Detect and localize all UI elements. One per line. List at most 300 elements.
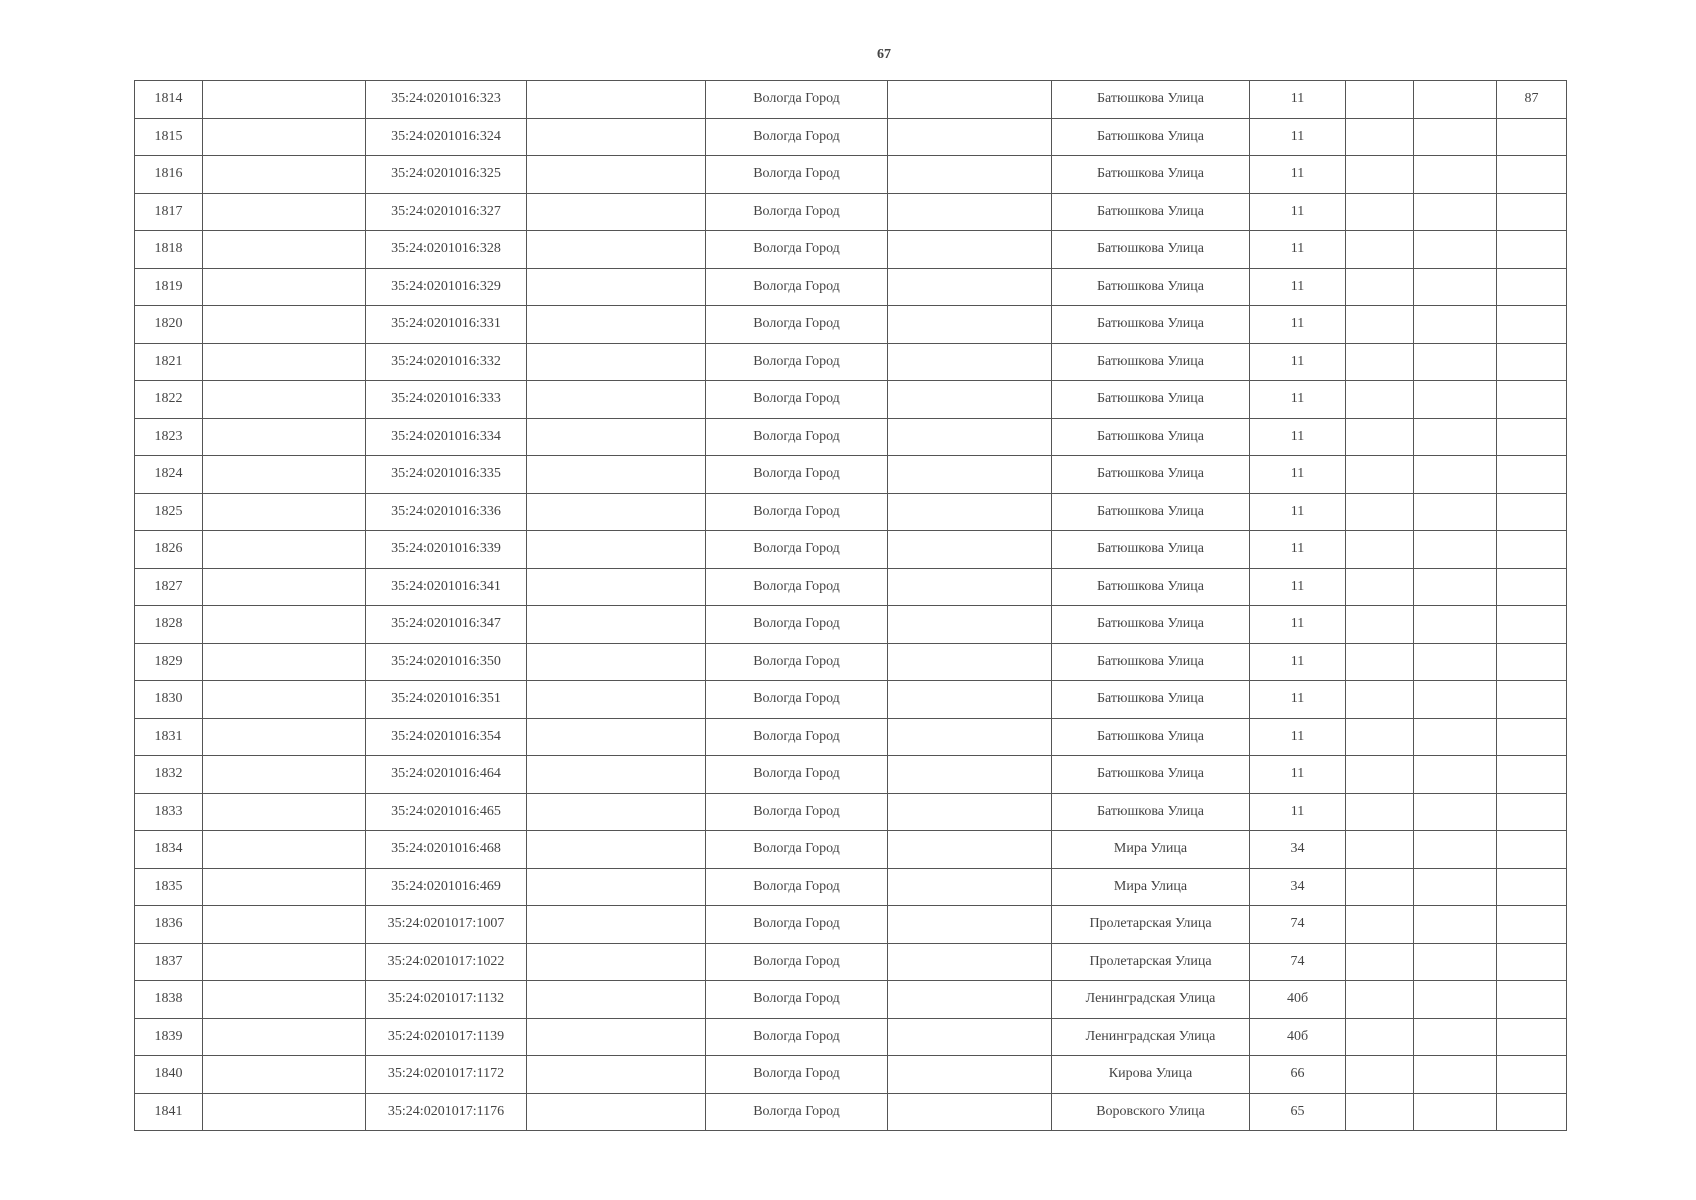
empty-cell <box>1346 756 1414 794</box>
empty-cell <box>1346 943 1414 981</box>
table-row <box>135 756 1567 794</box>
table-row <box>135 268 1567 306</box>
table-row <box>135 906 1567 944</box>
empty-cell <box>1414 268 1497 306</box>
empty-cell <box>203 531 366 569</box>
empty-cell <box>1346 606 1414 644</box>
empty-cell <box>203 381 366 419</box>
apartment-cell <box>1497 943 1567 981</box>
street-cell: Батюшкова Улица <box>1052 381 1250 419</box>
house-number-cell: 74 <box>1250 943 1346 981</box>
row-number-cell: 1823 <box>135 418 203 456</box>
empty-cell <box>1414 343 1497 381</box>
empty-cell <box>888 643 1052 681</box>
locality-cell: Вологда Город <box>706 606 888 644</box>
empty-cell <box>1346 681 1414 719</box>
apartment-cell <box>1497 1093 1567 1131</box>
street-cell: Пролетарская Улица <box>1052 906 1250 944</box>
locality-cell: Вологда Город <box>706 156 888 194</box>
empty-cell <box>1346 643 1414 681</box>
locality-cell: Вологда Город <box>706 231 888 269</box>
empty-cell <box>1346 718 1414 756</box>
empty-cell <box>888 756 1052 794</box>
cadastral-number-cell: 35:24:0201016:332 <box>366 343 527 381</box>
street-cell: Воровского Улица <box>1052 1093 1250 1131</box>
table-row <box>135 1093 1567 1131</box>
empty-cell <box>888 493 1052 531</box>
table-row <box>135 943 1567 981</box>
cadastral-number-cell: 35:24:0201016:328 <box>366 231 527 269</box>
street-cell: Батюшкова Улица <box>1052 456 1250 494</box>
row-number-cell: 1819 <box>135 268 203 306</box>
empty-cell <box>527 943 706 981</box>
empty-cell <box>203 1018 366 1056</box>
locality-cell: Вологда Город <box>706 418 888 456</box>
empty-cell <box>527 231 706 269</box>
locality-cell: Вологда Город <box>706 268 888 306</box>
empty-cell <box>527 381 706 419</box>
house-number-cell: 11 <box>1250 306 1346 344</box>
empty-cell <box>527 531 706 569</box>
row-number-cell: 1829 <box>135 643 203 681</box>
cadastral-number-cell: 35:24:0201016:350 <box>366 643 527 681</box>
house-number-cell: 11 <box>1250 81 1346 119</box>
locality-cell: Вологда Город <box>706 81 888 119</box>
empty-cell <box>1346 793 1414 831</box>
table-row <box>135 793 1567 831</box>
empty-cell <box>1414 906 1497 944</box>
empty-cell <box>203 1093 366 1131</box>
empty-cell <box>1414 793 1497 831</box>
apartment-cell <box>1497 231 1567 269</box>
empty-cell <box>527 718 706 756</box>
empty-cell <box>1414 381 1497 419</box>
table-row <box>135 831 1567 869</box>
empty-cell <box>203 231 366 269</box>
empty-cell <box>1414 981 1497 1019</box>
table-row <box>135 81 1567 119</box>
empty-cell <box>1414 231 1497 269</box>
row-number-cell: 1840 <box>135 1056 203 1094</box>
empty-cell <box>1414 418 1497 456</box>
empty-cell <box>527 568 706 606</box>
empty-cell <box>1346 531 1414 569</box>
locality-cell: Вологда Город <box>706 118 888 156</box>
street-cell: Батюшкова Улица <box>1052 418 1250 456</box>
street-cell: Батюшкова Улица <box>1052 606 1250 644</box>
empty-cell <box>1414 193 1497 231</box>
locality-cell: Вологда Город <box>706 868 888 906</box>
street-cell: Батюшкова Улица <box>1052 306 1250 344</box>
empty-cell <box>527 81 706 119</box>
cadastral-number-cell: 35:24:0201016:334 <box>366 418 527 456</box>
table-row <box>135 1056 1567 1094</box>
cadastral-number-cell: 35:24:0201016:324 <box>366 118 527 156</box>
empty-cell <box>1414 568 1497 606</box>
street-cell: Батюшкова Улица <box>1052 231 1250 269</box>
empty-cell <box>1346 306 1414 344</box>
empty-cell <box>203 418 366 456</box>
empty-cell <box>527 868 706 906</box>
cadastral-number-cell: 35:24:0201017:1007 <box>366 906 527 944</box>
apartment-cell <box>1497 306 1567 344</box>
page-number: 67 <box>877 47 891 62</box>
empty-cell <box>203 643 366 681</box>
house-number-cell: 11 <box>1250 456 1346 494</box>
house-number-cell: 65 <box>1250 1093 1346 1131</box>
empty-cell <box>1346 418 1414 456</box>
empty-cell <box>203 1056 366 1094</box>
locality-cell: Вологда Город <box>706 1018 888 1056</box>
empty-cell <box>203 981 366 1019</box>
house-number-cell: 11 <box>1250 531 1346 569</box>
house-number-cell: 11 <box>1250 156 1346 194</box>
empty-cell <box>1346 868 1414 906</box>
empty-cell <box>527 643 706 681</box>
apartment-cell <box>1497 1018 1567 1056</box>
empty-cell <box>888 343 1052 381</box>
empty-cell <box>888 456 1052 494</box>
empty-cell <box>1346 456 1414 494</box>
empty-cell <box>1414 531 1497 569</box>
empty-cell <box>888 1093 1052 1131</box>
apartment-cell <box>1497 606 1567 644</box>
empty-cell <box>888 606 1052 644</box>
empty-cell <box>1414 831 1497 869</box>
apartment-cell <box>1497 156 1567 194</box>
street-cell: Батюшкова Улица <box>1052 756 1250 794</box>
street-cell: Батюшкова Улица <box>1052 793 1250 831</box>
apartment-cell <box>1497 493 1567 531</box>
house-number-cell: 11 <box>1250 568 1346 606</box>
empty-cell <box>1346 1093 1414 1131</box>
empty-cell <box>527 906 706 944</box>
cadastral-number-cell: 35:24:0201016:351 <box>366 681 527 719</box>
locality-cell: Вологда Город <box>706 493 888 531</box>
street-cell: Батюшкова Улица <box>1052 81 1250 119</box>
table-row <box>135 343 1567 381</box>
row-number-cell: 1824 <box>135 456 203 494</box>
apartment-cell <box>1497 793 1567 831</box>
empty-cell <box>527 793 706 831</box>
house-number-cell: 40б <box>1250 981 1346 1019</box>
empty-cell <box>527 156 706 194</box>
street-cell: Батюшкова Улица <box>1052 531 1250 569</box>
locality-cell: Вологда Город <box>706 718 888 756</box>
empty-cell <box>527 1056 706 1094</box>
empty-cell <box>527 456 706 494</box>
table-row <box>135 981 1567 1019</box>
locality-cell: Вологда Город <box>706 306 888 344</box>
empty-cell <box>1414 306 1497 344</box>
row-number-cell: 1820 <box>135 306 203 344</box>
empty-cell <box>888 1018 1052 1056</box>
street-cell: Ленинградская Улица <box>1052 981 1250 1019</box>
house-number-cell: 11 <box>1250 381 1346 419</box>
row-number-cell: 1817 <box>135 193 203 231</box>
apartment-cell <box>1497 756 1567 794</box>
empty-cell <box>1414 643 1497 681</box>
locality-cell: Вологда Город <box>706 943 888 981</box>
locality-cell: Вологда Город <box>706 531 888 569</box>
empty-cell <box>888 718 1052 756</box>
street-cell: Кирова Улица <box>1052 1056 1250 1094</box>
cadastral-number-cell: 35:24:0201017:1172 <box>366 1056 527 1094</box>
house-number-cell: 11 <box>1250 268 1346 306</box>
empty-cell <box>203 906 366 944</box>
empty-cell <box>1346 981 1414 1019</box>
empty-cell <box>1414 718 1497 756</box>
empty-cell <box>888 118 1052 156</box>
empty-cell <box>527 831 706 869</box>
table-row <box>135 643 1567 681</box>
empty-cell <box>1414 118 1497 156</box>
empty-cell <box>1414 493 1497 531</box>
house-number-cell: 11 <box>1250 756 1346 794</box>
empty-cell <box>1414 756 1497 794</box>
empty-cell <box>888 568 1052 606</box>
locality-cell: Вологда Город <box>706 568 888 606</box>
apartment-cell: 87 <box>1497 81 1567 119</box>
street-cell: Батюшкова Улица <box>1052 681 1250 719</box>
row-number-cell: 1841 <box>135 1093 203 1131</box>
apartment-cell <box>1497 681 1567 719</box>
row-number-cell: 1822 <box>135 381 203 419</box>
empty-cell <box>1414 81 1497 119</box>
empty-cell <box>888 531 1052 569</box>
street-cell: Ленинградская Улица <box>1052 1018 1250 1056</box>
cadastral-number-cell: 35:24:0201016:341 <box>366 568 527 606</box>
street-cell: Батюшкова Улица <box>1052 718 1250 756</box>
empty-cell <box>527 306 706 344</box>
empty-cell <box>203 193 366 231</box>
house-number-cell: 11 <box>1250 643 1346 681</box>
empty-cell <box>203 793 366 831</box>
empty-cell <box>1346 831 1414 869</box>
table-row <box>135 568 1567 606</box>
row-number-cell: 1821 <box>135 343 203 381</box>
empty-cell <box>888 831 1052 869</box>
cadastral-number-cell: 35:24:0201017:1022 <box>366 943 527 981</box>
table-row <box>135 456 1567 494</box>
street-cell: Батюшкова Улица <box>1052 643 1250 681</box>
empty-cell <box>203 831 366 869</box>
empty-cell <box>203 943 366 981</box>
empty-cell <box>1414 943 1497 981</box>
street-cell: Пролетарская Улица <box>1052 943 1250 981</box>
empty-cell <box>203 343 366 381</box>
house-number-cell: 11 <box>1250 231 1346 269</box>
table-row <box>135 118 1567 156</box>
table-row <box>135 606 1567 644</box>
empty-cell <box>527 1093 706 1131</box>
street-cell: Батюшкова Улица <box>1052 568 1250 606</box>
locality-cell: Вологда Город <box>706 193 888 231</box>
cadastral-number-cell: 35:24:0201016:347 <box>366 606 527 644</box>
table-row <box>135 381 1567 419</box>
row-number-cell: 1836 <box>135 906 203 944</box>
empty-cell <box>203 868 366 906</box>
apartment-cell <box>1497 831 1567 869</box>
empty-cell <box>888 418 1052 456</box>
house-number-cell: 11 <box>1250 493 1346 531</box>
empty-cell <box>1414 156 1497 194</box>
table-row <box>135 681 1567 719</box>
empty-cell <box>203 681 366 719</box>
house-number-cell: 74 <box>1250 906 1346 944</box>
house-number-cell: 11 <box>1250 193 1346 231</box>
cadastral-number-cell: 35:24:0201016:354 <box>366 718 527 756</box>
empty-cell <box>1414 1093 1497 1131</box>
cadastral-number-cell: 35:24:0201016:464 <box>366 756 527 794</box>
empty-cell <box>1346 343 1414 381</box>
cadastral-number-cell: 35:24:0201017:1139 <box>366 1018 527 1056</box>
empty-cell <box>203 456 366 494</box>
empty-cell <box>527 981 706 1019</box>
empty-cell <box>888 906 1052 944</box>
row-number-cell: 1815 <box>135 118 203 156</box>
row-number-cell: 1834 <box>135 831 203 869</box>
empty-cell <box>527 268 706 306</box>
table-body <box>135 81 1567 1131</box>
cadastral-number-cell: 35:24:0201016:339 <box>366 531 527 569</box>
row-number-cell: 1827 <box>135 568 203 606</box>
empty-cell <box>1414 606 1497 644</box>
empty-cell <box>1414 868 1497 906</box>
empty-cell <box>1414 456 1497 494</box>
empty-cell <box>527 493 706 531</box>
empty-cell <box>1346 1018 1414 1056</box>
empty-cell <box>888 793 1052 831</box>
house-number-cell: 11 <box>1250 343 1346 381</box>
empty-cell <box>1414 681 1497 719</box>
apartment-cell <box>1497 343 1567 381</box>
empty-cell <box>527 681 706 719</box>
house-number-cell: 11 <box>1250 118 1346 156</box>
row-number-cell: 1835 <box>135 868 203 906</box>
empty-cell <box>203 81 366 119</box>
locality-cell: Вологда Город <box>706 981 888 1019</box>
row-number-cell: 1830 <box>135 681 203 719</box>
empty-cell <box>203 606 366 644</box>
row-number-cell: 1839 <box>135 1018 203 1056</box>
empty-cell <box>888 81 1052 119</box>
row-number-cell: 1825 <box>135 493 203 531</box>
empty-cell <box>888 868 1052 906</box>
house-number-cell: 11 <box>1250 718 1346 756</box>
cadastral-number-cell: 35:24:0201017:1176 <box>366 1093 527 1131</box>
row-number-cell: 1832 <box>135 756 203 794</box>
house-number-cell: 40б <box>1250 1018 1346 1056</box>
cadastral-number-cell: 35:24:0201016:335 <box>366 456 527 494</box>
street-cell: Батюшкова Улица <box>1052 343 1250 381</box>
empty-cell <box>1346 118 1414 156</box>
locality-cell: Вологда Город <box>706 1093 888 1131</box>
empty-cell <box>888 943 1052 981</box>
apartment-cell <box>1497 718 1567 756</box>
table-row <box>135 531 1567 569</box>
row-number-cell: 1814 <box>135 81 203 119</box>
street-cell: Батюшкова Улица <box>1052 268 1250 306</box>
apartment-cell <box>1497 868 1567 906</box>
registry-table <box>134 80 1567 1131</box>
empty-cell <box>1346 268 1414 306</box>
empty-cell <box>203 493 366 531</box>
table-row <box>135 156 1567 194</box>
empty-cell <box>1346 193 1414 231</box>
empty-cell <box>203 306 366 344</box>
cadastral-number-cell: 35:24:0201016:336 <box>366 493 527 531</box>
locality-cell: Вологда Город <box>706 643 888 681</box>
table-row <box>135 1018 1567 1056</box>
apartment-cell <box>1497 381 1567 419</box>
empty-cell <box>527 343 706 381</box>
table-row <box>135 718 1567 756</box>
house-number-cell: 11 <box>1250 793 1346 831</box>
empty-cell <box>203 568 366 606</box>
street-cell: Батюшкова Улица <box>1052 493 1250 531</box>
empty-cell <box>888 1056 1052 1094</box>
empty-cell <box>888 268 1052 306</box>
house-number-cell: 34 <box>1250 868 1346 906</box>
cadastral-number-cell: 35:24:0201016:469 <box>366 868 527 906</box>
apartment-cell <box>1497 418 1567 456</box>
row-number-cell: 1818 <box>135 231 203 269</box>
locality-cell: Вологда Город <box>706 381 888 419</box>
row-number-cell: 1828 <box>135 606 203 644</box>
empty-cell <box>888 681 1052 719</box>
empty-cell <box>1346 906 1414 944</box>
row-number-cell: 1838 <box>135 981 203 1019</box>
cadastral-number-cell: 35:24:0201016:331 <box>366 306 527 344</box>
empty-cell <box>203 156 366 194</box>
street-cell: Батюшкова Улица <box>1052 118 1250 156</box>
apartment-cell <box>1497 118 1567 156</box>
locality-cell: Вологда Город <box>706 831 888 869</box>
empty-cell <box>1346 156 1414 194</box>
empty-cell <box>888 306 1052 344</box>
empty-cell <box>203 756 366 794</box>
empty-cell <box>1346 381 1414 419</box>
empty-cell <box>888 156 1052 194</box>
empty-cell <box>1346 493 1414 531</box>
apartment-cell <box>1497 643 1567 681</box>
table-row <box>135 868 1567 906</box>
cadastral-number-cell: 35:24:0201016:325 <box>366 156 527 194</box>
house-number-cell: 11 <box>1250 606 1346 644</box>
empty-cell <box>203 118 366 156</box>
locality-cell: Вологда Город <box>706 906 888 944</box>
house-number-cell: 11 <box>1250 418 1346 456</box>
street-cell: Батюшкова Улица <box>1052 193 1250 231</box>
cadastral-number-cell: 35:24:0201016:327 <box>366 193 527 231</box>
locality-cell: Вологда Город <box>706 456 888 494</box>
locality-cell: Вологда Город <box>706 343 888 381</box>
empty-cell <box>527 1018 706 1056</box>
empty-cell <box>1414 1018 1497 1056</box>
street-cell: Батюшкова Улица <box>1052 156 1250 194</box>
cadastral-number-cell: 35:24:0201016:465 <box>366 793 527 831</box>
empty-cell <box>888 981 1052 1019</box>
locality-cell: Вологда Город <box>706 756 888 794</box>
cadastral-number-cell: 35:24:0201016:323 <box>366 81 527 119</box>
row-number-cell: 1826 <box>135 531 203 569</box>
empty-cell <box>1346 81 1414 119</box>
row-number-cell: 1831 <box>135 718 203 756</box>
empty-cell <box>1346 1056 1414 1094</box>
apartment-cell <box>1497 268 1567 306</box>
table-row <box>135 306 1567 344</box>
